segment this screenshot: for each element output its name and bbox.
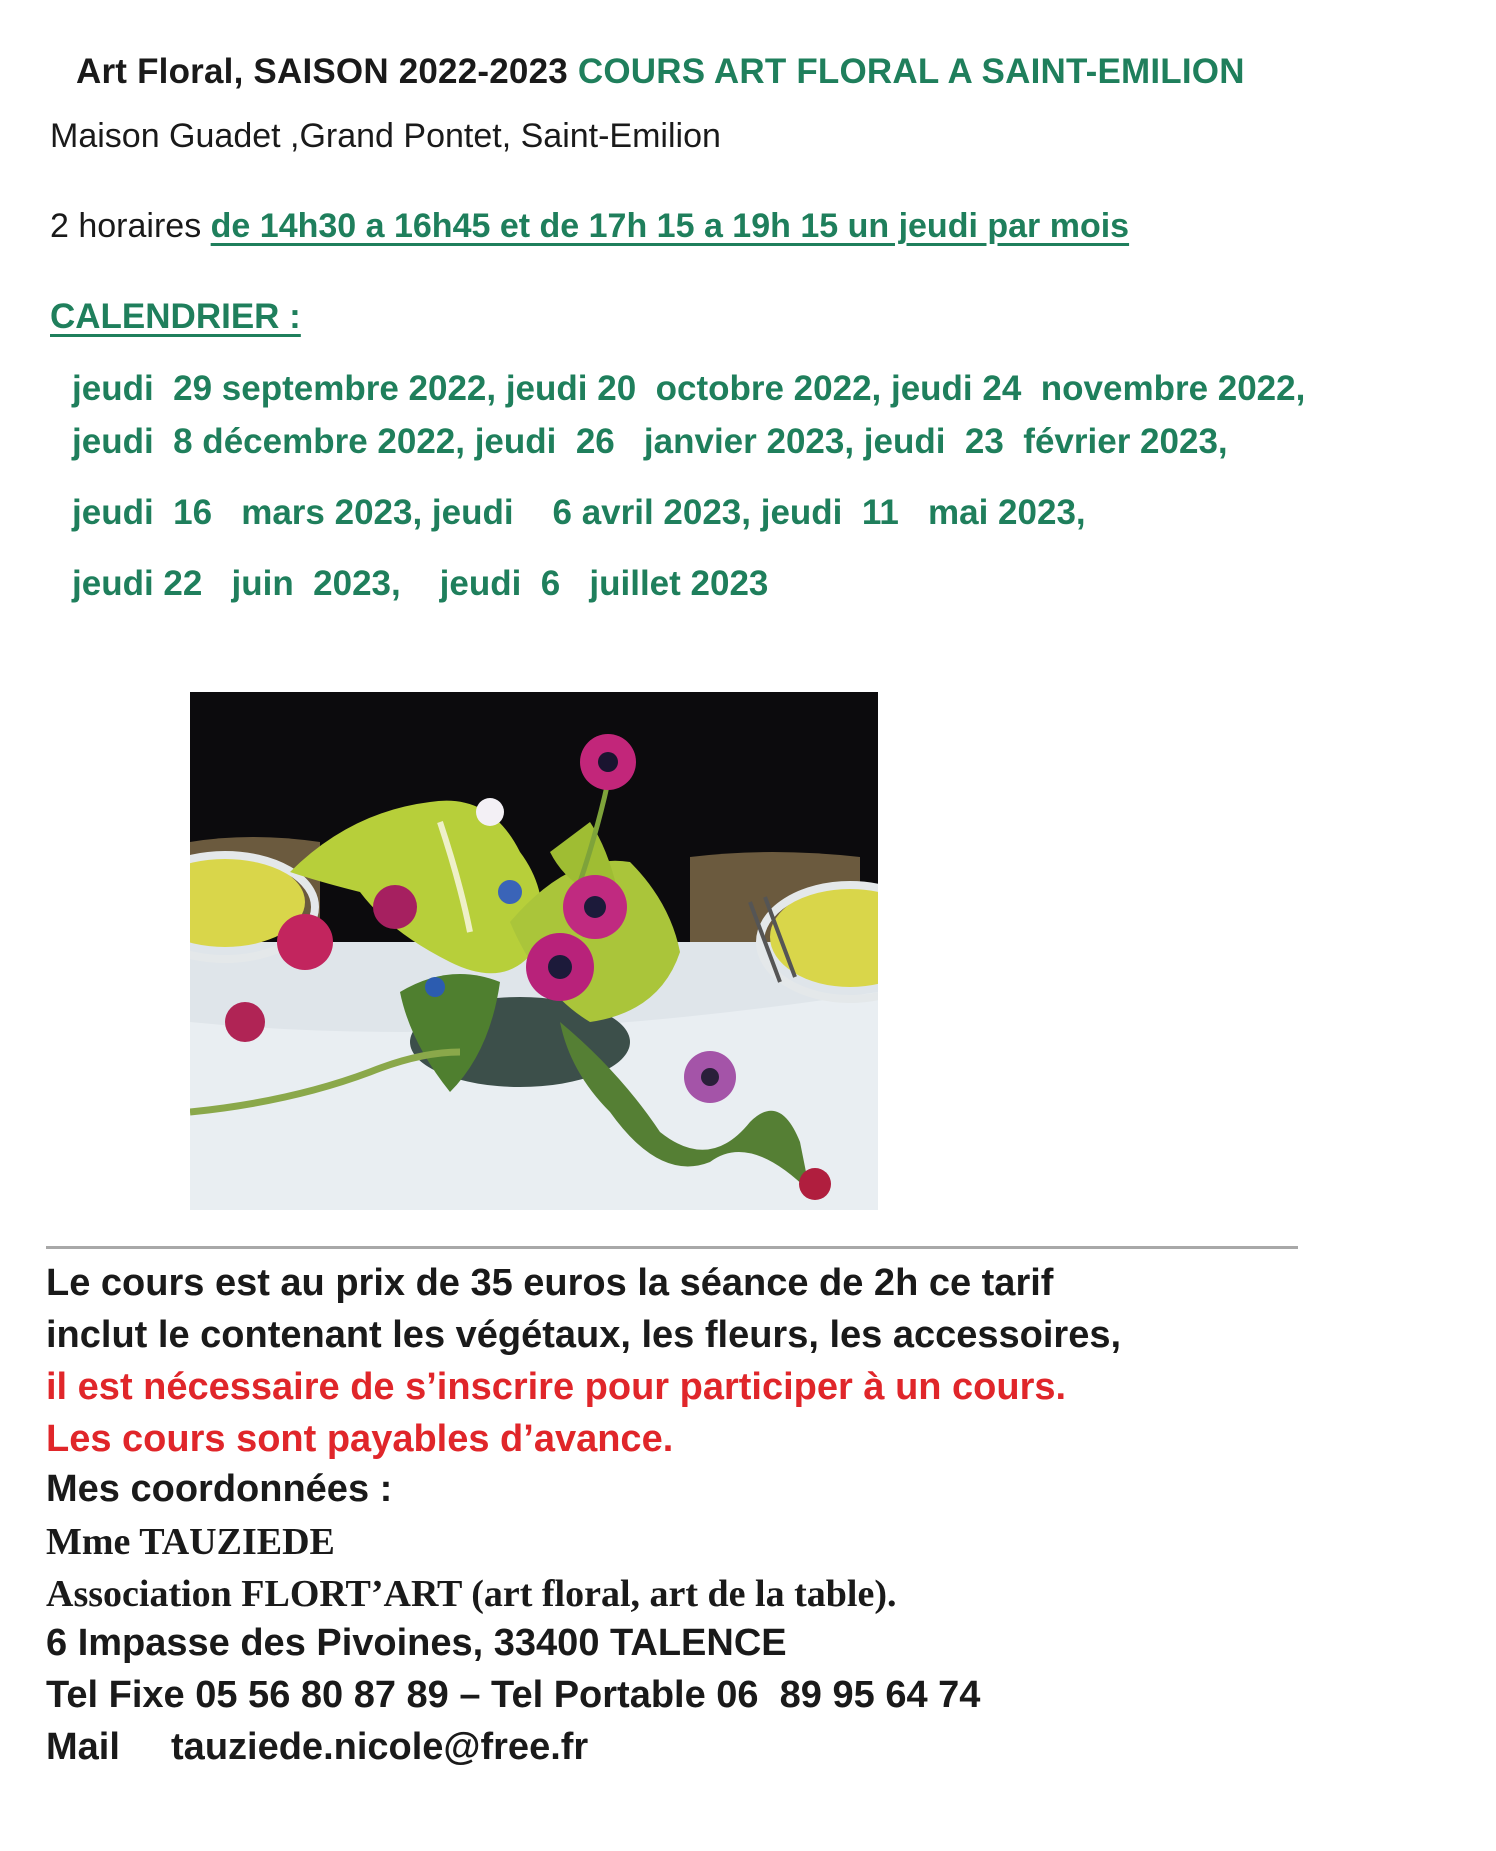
- title-season: Art Floral, SAISON 2022-2023: [76, 52, 568, 91]
- calendar-line: jeudi 8 décembre 2022, jeudi 26 janvier 2023, jeudi 23 février 2023,: [72, 422, 1228, 461]
- pricing-line-1: Le cours est au prix de 35 euros la séance de 2h ce tarif: [46, 1262, 1054, 1304]
- contact-name: Mme TAUZIEDE: [46, 1521, 335, 1563]
- registration-notice: il est nécessaire de s’inscrire pour participer à un cours.: [46, 1366, 1067, 1408]
- calendar-line: jeudi 16 mars 2023, jeudi 6 avril 2023, jeudi 11 mai 2023,: [72, 493, 1086, 532]
- payment-notice: Les cours sont payables d’avance.: [46, 1418, 674, 1460]
- page-title: [76, 52, 1245, 92]
- calendar-line: jeudi 29 septembre 2022, jeudi 20 octobre 2022, jeudi 24 novembre 2022,: [72, 369, 1306, 408]
- contact-mail-row: [46, 1726, 588, 1769]
- contact-phones: Tel Fixe 05 56 80 87 89 – Tel Portable 06 89 95 64 74: [46, 1674, 981, 1716]
- floral-arrangement-photo: [190, 692, 878, 1210]
- schedule-detail: de 14h30 a 16h45 et de 17h 15 a 19h 15 un jeudi par mois: [210, 207, 1130, 245]
- schedule-hours: [50, 207, 1129, 246]
- contact-association: Association FLORT’ART (art floral, art de la table).: [46, 1573, 897, 1615]
- calendar-line: jeudi 22 juin 2023, jeudi 6 juillet 2023: [72, 564, 769, 603]
- contact-heading: Mes coordonnées :: [46, 1468, 393, 1510]
- contact-address: 6 Impasse des Pivoines, 33400 TALENCE: [46, 1622, 787, 1664]
- section-divider: [46, 1246, 1298, 1249]
- calendar-heading: CALENDRIER :: [50, 297, 301, 336]
- schedule-prefix: 2 horaires: [50, 207, 202, 245]
- venue-address: Maison Guadet ,Grand Pontet, Saint-Emilion: [50, 117, 721, 155]
- mail-address[interactable]: tauziede.nicole@free.fr: [171, 1726, 589, 1768]
- mail-label: Mail: [46, 1726, 120, 1768]
- pricing-line-2: inclut le contenant les végétaux, les fleurs, les accessoires,: [46, 1314, 1122, 1356]
- title-course: COURS ART FLORAL A SAINT-EMILION: [577, 52, 1245, 91]
